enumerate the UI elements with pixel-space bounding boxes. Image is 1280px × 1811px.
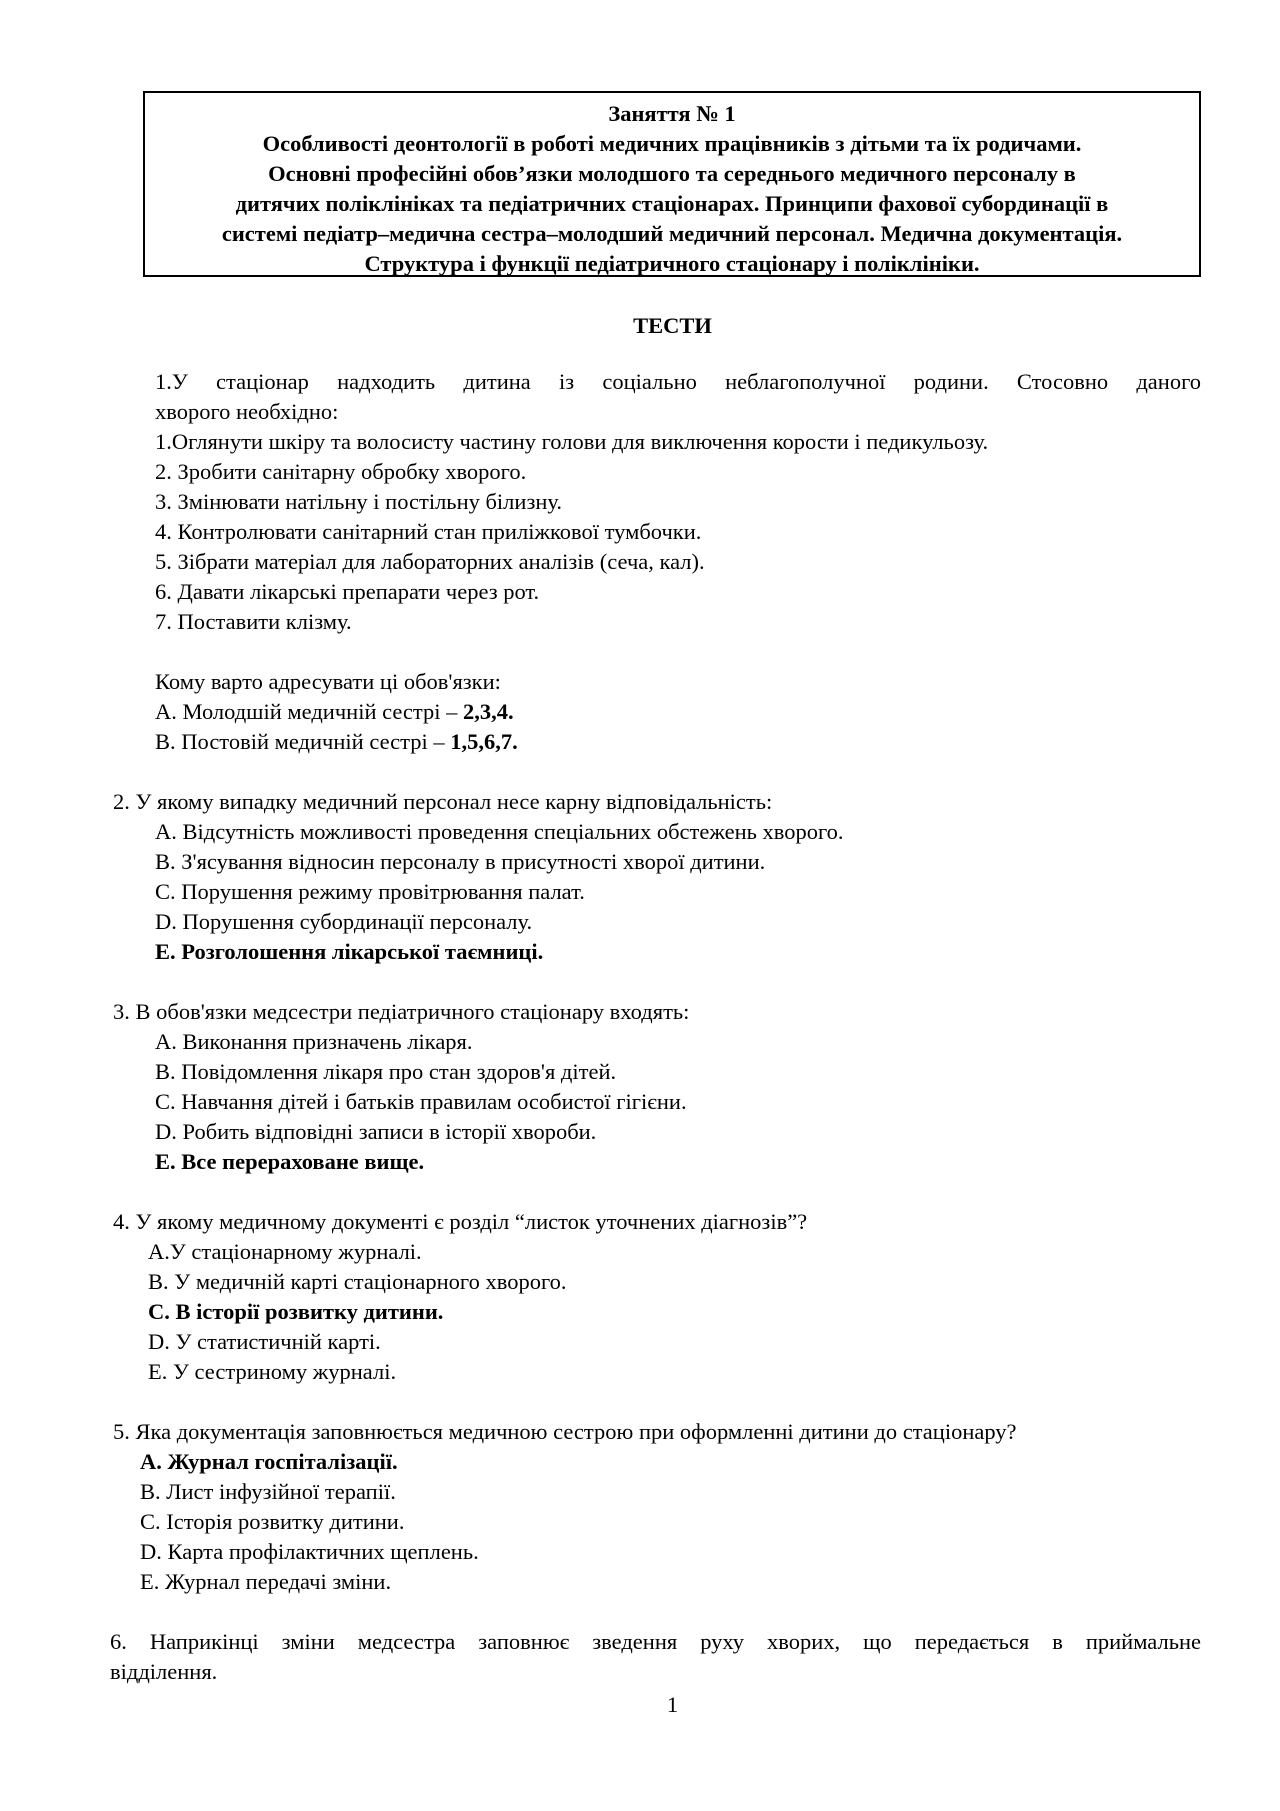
q3-question: 3. В обов'язки медсестри педіатричного стаціонару входять:	[113, 999, 690, 1024]
q1-text: 1.У стаціонар надходить дитина із соціально неблагополучної родини. Стосовно даного	[155, 369, 1201, 394]
q3-option: D. Робить відповідні записи в історії хвороби.	[155, 1119, 597, 1144]
q4-option: D. У статистичній карті.	[148, 1329, 381, 1354]
lesson-topic-line: Особливості деонтології в роботі медичних працівників з дітьми та їх родичами.	[262, 131, 1082, 156]
q5-option: E. Журнал передачі зміни.	[140, 1569, 392, 1594]
q4-option: B. У медичній карті стаціонарного хворого.	[148, 1269, 567, 1294]
q4-option: A.У стаціонарному журналі.	[148, 1239, 422, 1264]
q2-option: C. Порушення режиму провітрювання палат.	[155, 879, 585, 904]
q6-text: відділення.	[110, 1659, 218, 1684]
q1-answer-a	[155, 697, 514, 727]
q1-text: хворого необхідно:	[155, 399, 339, 424]
q2-correct-option: E. Розголошення лікарської таємниці.	[155, 939, 544, 964]
q1-answer-b	[155, 727, 518, 757]
q3-correct-option: E. Все перераховане вище.	[155, 1149, 425, 1174]
q1-answer-a-text: A. Молодшій медичній сестрі –	[155, 699, 464, 724]
section-title: ТЕСТИ	[633, 313, 712, 338]
q1-item: 4. Контролювати санітарний стан приліжкової тумбочки.	[155, 519, 702, 544]
q5-option: D. Карта профілактичних щеплень.	[140, 1539, 479, 1564]
lesson-title-box	[143, 91, 1201, 277]
q2-option: D. Порушення субординації персоналу.	[155, 909, 533, 934]
q1-item: 2. Зробити санітарну обробку хворого.	[155, 459, 527, 484]
lesson-topic-line: системі педіатр–медична сестра–молодший медичний персонал. Медична документація.	[221, 221, 1123, 246]
page-number: 1	[666, 1692, 679, 1717]
q1-answer-a-value: 2,3,4.	[463, 699, 514, 724]
q3-option: C. Навчання дітей і батьків правилам особистої гігієни.	[155, 1089, 687, 1114]
q6-text: 6. Наприкінці зміни медсестра заповнює зведення руху хворих, що передається в приймальне	[110, 1629, 1201, 1654]
q1-item: 7. Поставити клізму.	[155, 609, 352, 634]
q5-option: B. Лист інфузійної терапії.	[140, 1479, 396, 1504]
q3-option: A. Виконання призначень лікаря.	[155, 1029, 473, 1054]
lesson-topic-line: дитячих поліклініках та педіатричних стаціонарах. Принципи фахової субординації в	[235, 191, 1109, 216]
q4-correct-option: C. В історії розвитку дитини.	[148, 1299, 444, 1324]
q1-item: 3. Змінювати натільну і постільну білизну.	[155, 489, 562, 514]
lesson-topic-line: Структура і функції педіатричного стаціонару і поліклініки.	[364, 251, 980, 276]
q1-item: 1.Оглянути шкіру та волосисту частину голови для виключення корости і педикульозу.	[155, 429, 989, 454]
q5-correct-option: A. Журнал госпіталізації.	[140, 1449, 398, 1474]
q5-option: C. Історія розвитку дитини.	[140, 1509, 405, 1534]
q5-question: 5. Яка документація заповнюється медичною сестрою при оформленні дитини до стаціонару?	[113, 1419, 1017, 1444]
q1-item: 5. Зібрати матеріал для лабораторних аналізів (сеча, кал).	[155, 549, 705, 574]
q1-item: 6. Давати лікарські препарати через рот.	[155, 579, 540, 604]
q2-option: A. Відсутність можливості проведення спеціальних обстежень хворого.	[155, 819, 844, 844]
q2-option: B. З'ясування відносин персоналу в присутності хворої дитини.	[155, 849, 766, 874]
q1-prompt: Кому варто адресувати ці обов'язки:	[155, 669, 501, 694]
q1-answer-b-text: B. Постовій медичній сестрі –	[155, 729, 451, 754]
q1-answer-b-value: 1,5,6,7.	[450, 729, 518, 754]
lesson-number: Заняття № 1	[608, 101, 736, 126]
q3-option: B. Повідомлення лікаря про стан здоров'я дітей.	[155, 1059, 617, 1084]
lesson-topic-line: Основні професійні обов’язки молодшого та середнього медичного персоналу в	[268, 161, 1076, 186]
q4-question: 4. У якому медичному документі є розділ “листок уточнених діагнозів”?	[113, 1209, 808, 1234]
q2-question: 2. У якому випадку медичний персонал несе карну відповідальність:	[113, 789, 773, 814]
q4-option: E. У сестриному журналі.	[148, 1359, 397, 1384]
